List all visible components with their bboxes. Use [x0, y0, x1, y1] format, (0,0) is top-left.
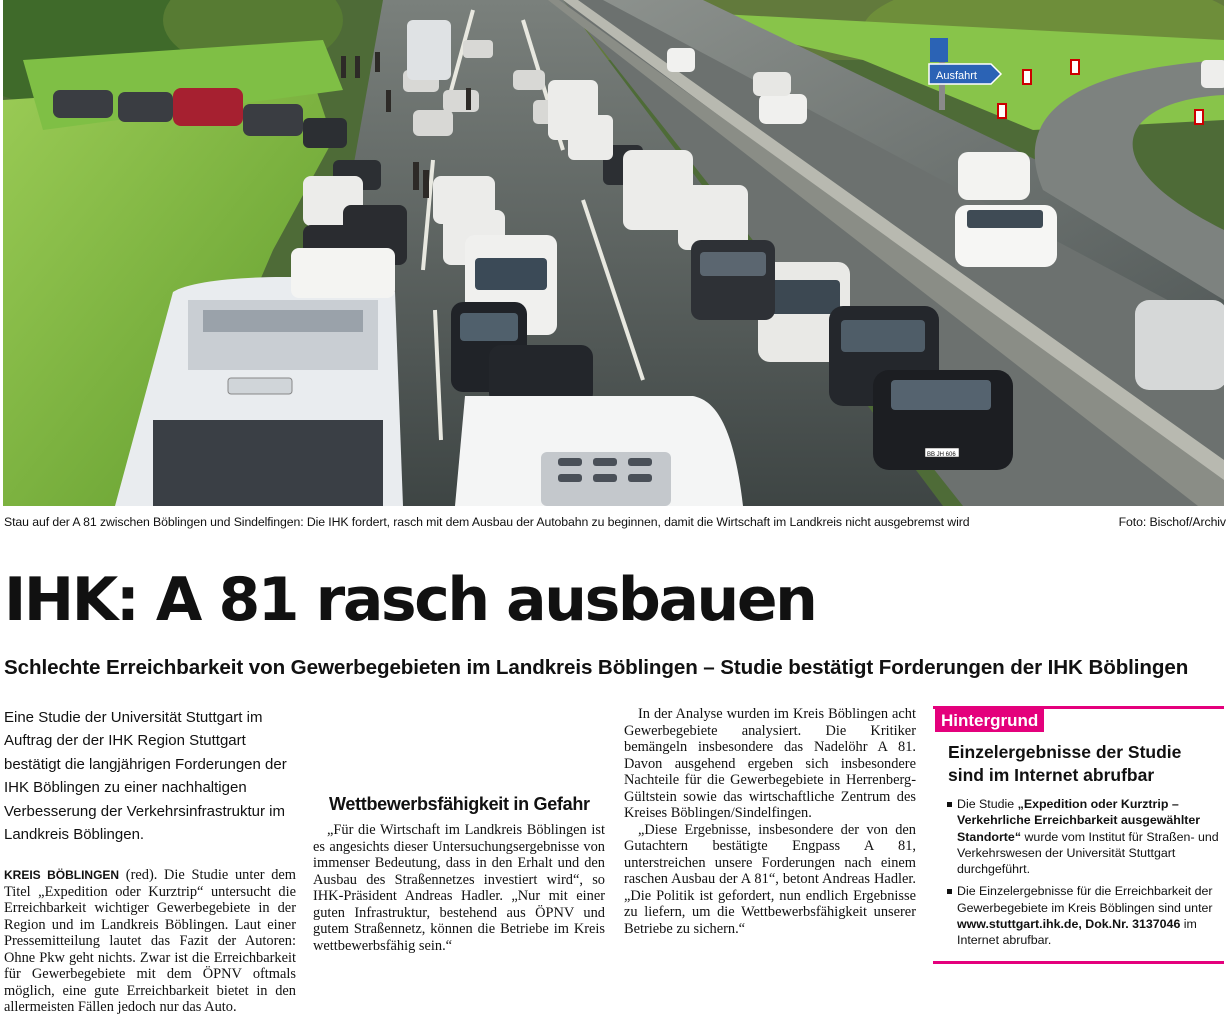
- box-item-1-post: wurde vom Institut für Straßen- und Verkehrswesen der Universität Stuttgart durchgeführt.: [957, 829, 1219, 877]
- photo-illustration: [3, 0, 1224, 506]
- traffic-jam-photo: [3, 0, 1224, 506]
- article-column-1: [4, 867, 296, 1016]
- dateline-source: (red).: [125, 867, 158, 883]
- box-list-item: [947, 796, 1222, 877]
- article-column-3: [624, 706, 916, 937]
- body-paragraph-4: „Diese Ergebnisse, insbesondere der von den Gutachtern bestätigte Engpass A 81, unterstreichen unsere Forderungen nach einem raschen Ausbau der A 81“, betont Andreas Hadler. „Die Politik ist gefordert, nun endlich Ergebnisse zu liefern, um die Wettbewerbsfähigkeit unserer Betriebe zu sichern.“: [624, 821, 916, 937]
- exit-sign-text: Ausfahrt: [936, 70, 977, 82]
- section-subheading: Wettbewerbsfähigkeit in Gefahr: [329, 794, 590, 814]
- subheadline: Schlechte Erreichbarkeit von Gewerbegebieten im Landkreis Böblingen – Studie bestätigt Forderungen der IHK Böblingen: [4, 656, 1189, 679]
- box-tag: Hintergrund: [935, 709, 1044, 732]
- caption-text: Stau auf der A 81 zwischen Böblingen und Sindelfingen: Die IHK fordert, rasch mit dem Ausbau der Autobahn zu beginnen, damit die Wirtschaft im Landkreis nicht ausgebremst wird: [4, 515, 970, 529]
- lead-paragraph: Eine Studie der Universität Stuttgart im Auftrag der der IHK Region Stuttgart bestätigt die langjährigen Forderungen der IHK Böblingen zu einer nachhaltigen Verbesserung der Verkehrsinfrastruktur im Landkreis Böblingen.: [4, 709, 287, 844]
- body-paragraph-1-text: Die Studie unter dem Titel „Expedition oder Kurztrip“ untersucht die Erreichbarkeit wichtiger Gewerbegebiete in der Region und im Landkreis Böblingen. Laut einer Pressemitteilung lautet das Fazit der Autoren: Ohne Pkw geht nichts. Zwar ist die Erreichbarkeit für Gewerbegebiete mit dem ÖPNV oftmals möglich, eine gute Erreichbarkeit bietet in den allermeisten Fällen jedoch nur das Auto.: [4, 867, 296, 1015]
- box-bottom-rule: [933, 961, 1224, 964]
- body-paragraph-2: „Für die Wirtschaft im Landkreis Böblingen ist es angesichts dieser Untersuchungsergebnisse von immenser Bedeutung, dass in den Erhalt und den Ausbau des Straßennetzes investiert wird“, so IHK-Präsident Andreas Hadler. „Nur mit einer guten Infrastruktur, bestehend aus ÖPNV und gutem Straßennetz, können die Betriebe im Kreis wettbewerbsfähig sein.“: [313, 822, 605, 954]
- headline: IHK: A 81 rasch ausbauen: [4, 565, 816, 635]
- photo-credit: Foto: Bischof/Archiv: [1118, 515, 1226, 529]
- box-list: [947, 796, 1222, 955]
- box-item-1-title: „Expedition oder Kurztrip – Verkehrliche Erreichbarkeit ausgewählter Standorte“: [957, 797, 1201, 844]
- box-item-2-pre: Die Einzelergebnisse für die Erreichbarkeit der Gewerbegebiete im Kreis Böblingen sind unter: [957, 884, 1213, 915]
- box-item-2-link: www.stuttgart.ihk.de, Dok.Nr. 3137046: [957, 917, 1181, 932]
- box-list-item: [947, 883, 1222, 948]
- box-item-2-post: im Internet abrufbar.: [957, 917, 1197, 948]
- box-item-1-pre: Die Studie: [957, 797, 1015, 811]
- license-plate-text: BB JH 606: [927, 452, 956, 458]
- dateline: KREIS BÖBLINGEN: [4, 868, 120, 882]
- body-paragraph-3: In der Analyse wurden im Kreis Böblingen acht Gewerbegebiete analysiert. Die Kritiker bemängeln insbesondere das Nadelöhr A 81. Davon ausgehend ergeben sich insbesondere Nachteile für die Gewerbegebiete in Herrenberg-Gültstein sowie das wirtschaftliche Zentrum des Kreises Böblingen/Sindelfingen.: [624, 706, 916, 821]
- background-info-box: [933, 706, 1224, 964]
- photo-caption: [4, 515, 1226, 533]
- body-paragraph-1: [4, 867, 296, 1016]
- box-title: Einzelergebnisse der Studie sind im Internet abrufbar: [948, 742, 1182, 785]
